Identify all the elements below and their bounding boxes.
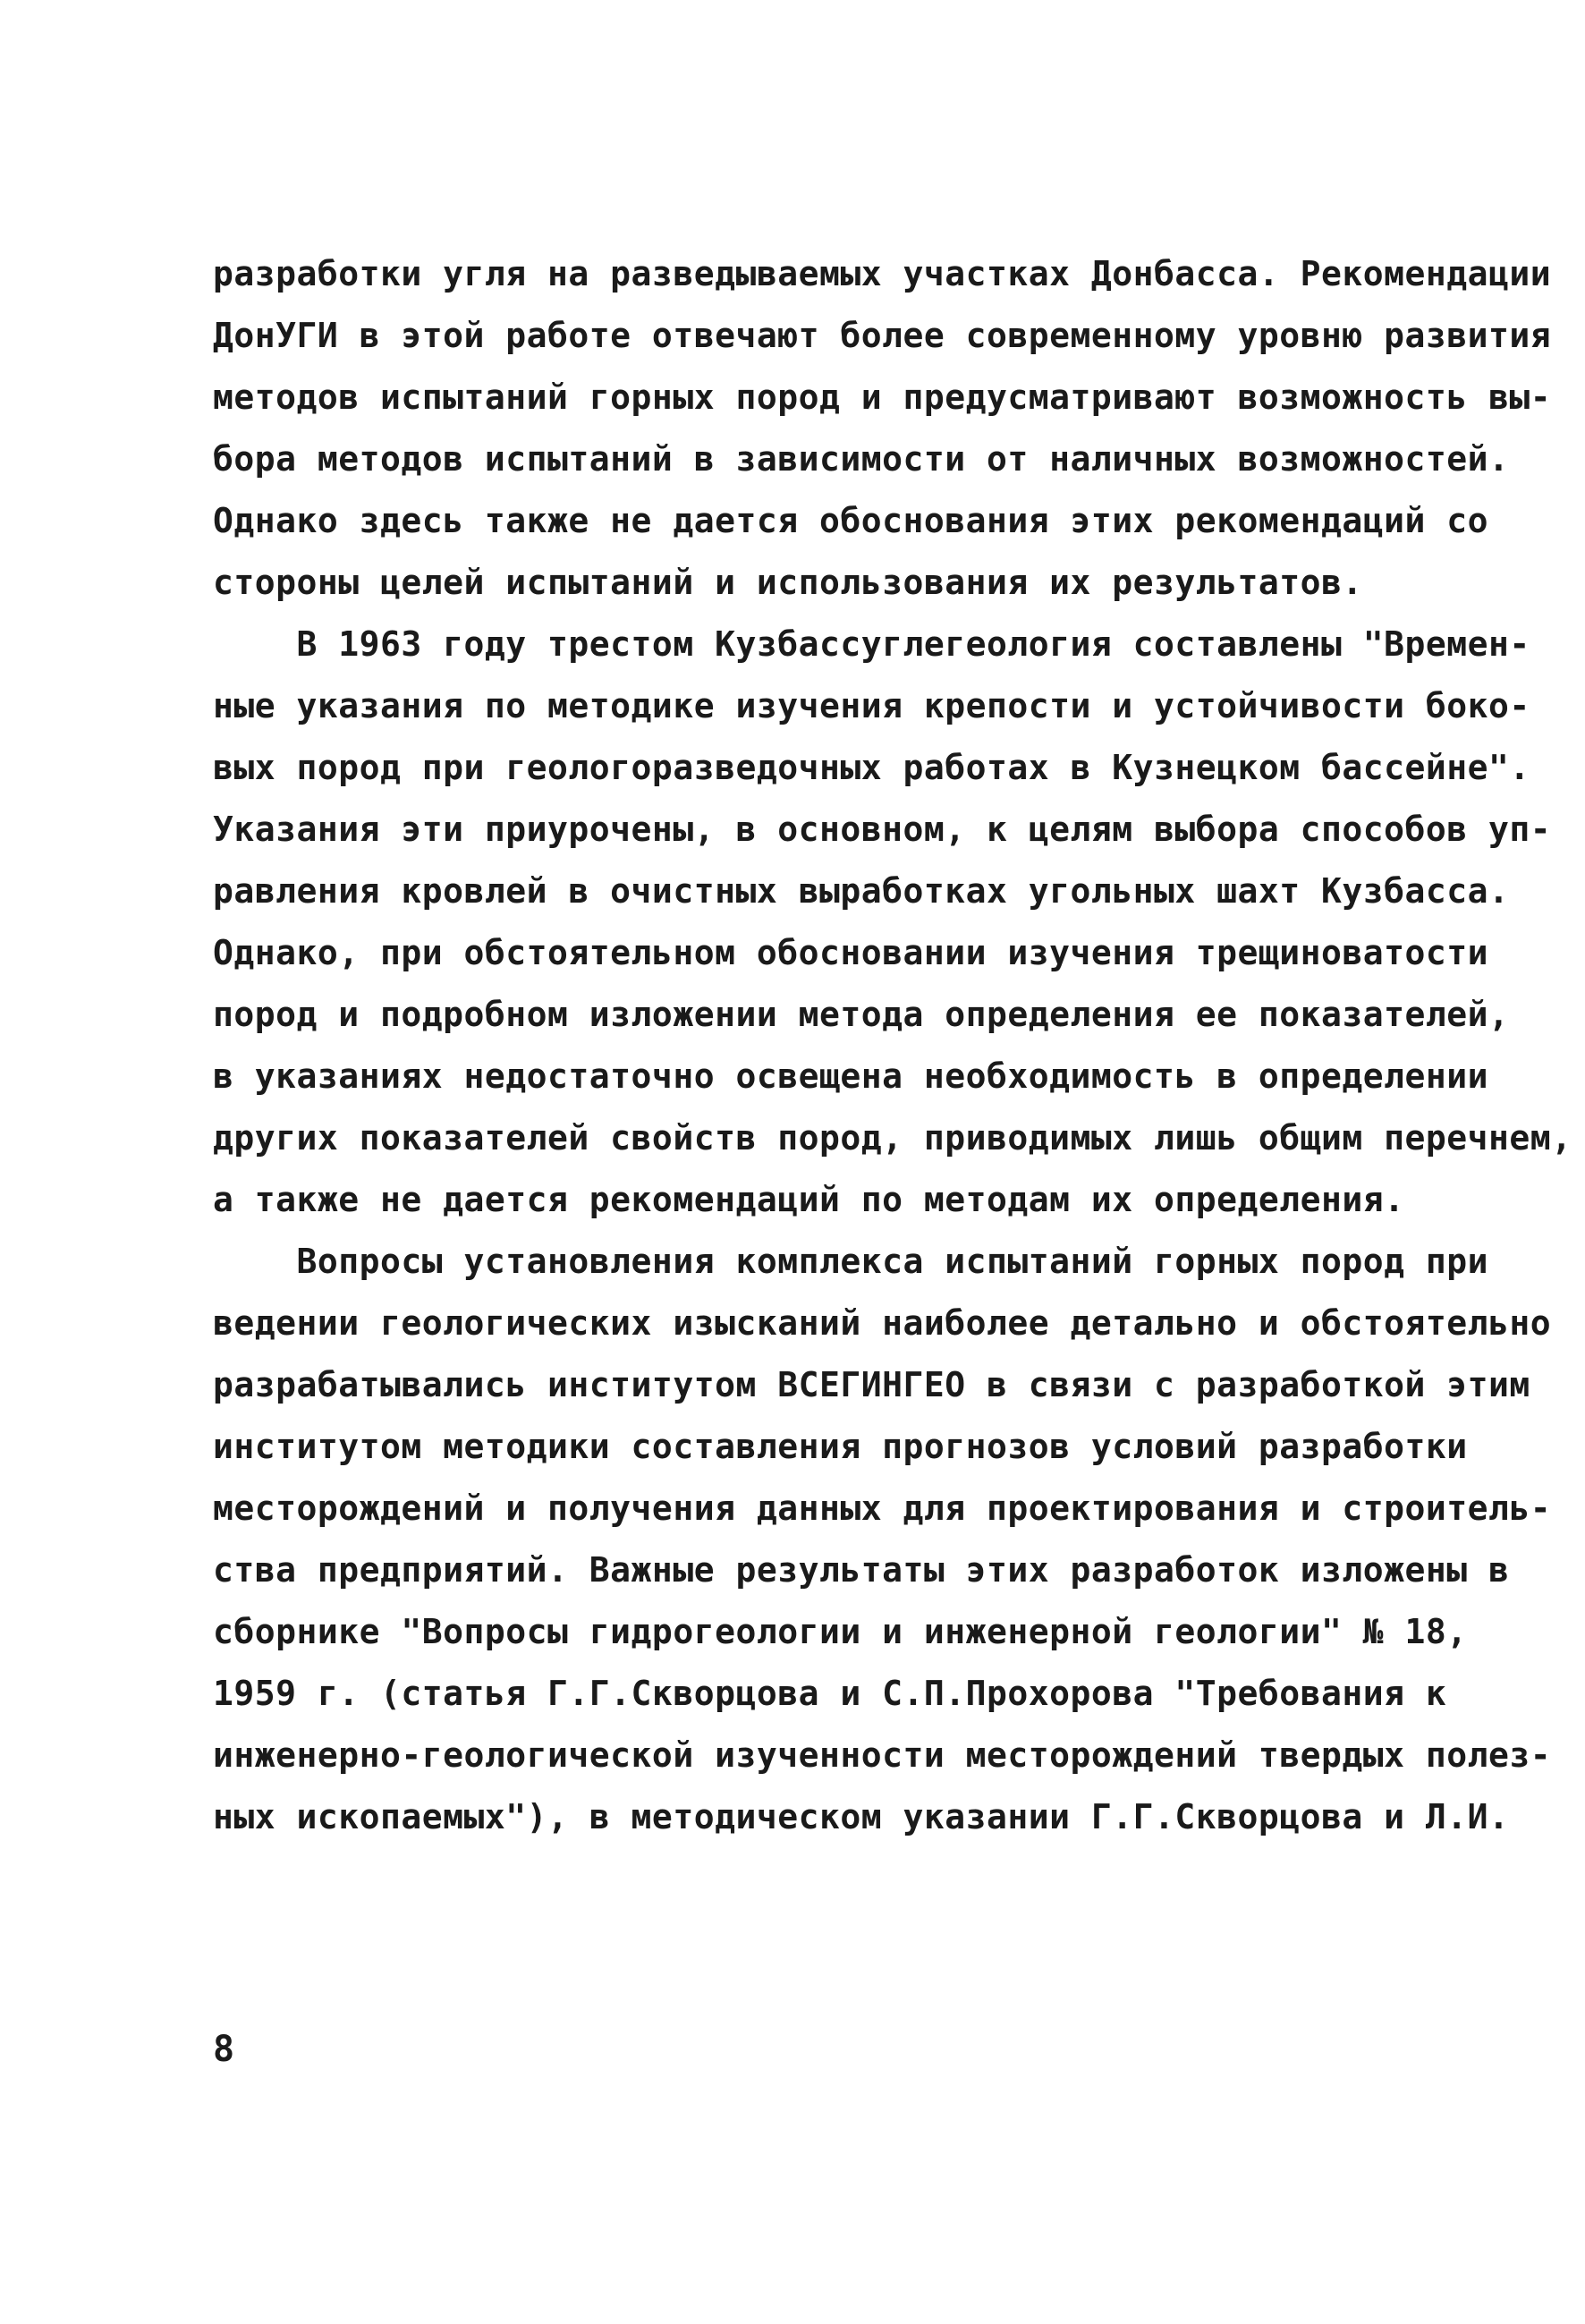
- text-line: пород и подробном изложении метода определения ее показателей,: [213, 995, 1510, 1034]
- body-text: [213, 243, 1572, 1848]
- text-line: равления кровлей в очистных выработках угольных шахт Кузбасса.: [213, 871, 1510, 911]
- text-line: методов испытаний горных пород и предусматривают возможность вы-: [213, 377, 1552, 417]
- text-line: вых пород при геологоразведочных работах в Кузнецком бассейне".: [213, 748, 1530, 787]
- text-line: ДонУГИ в этой работе отвечают более современному уровню развития: [213, 316, 1552, 355]
- text-line: ведении геологических изысканий наиболее детально и обстоятельно: [213, 1303, 1552, 1343]
- text-line: Однако здесь также не дается обоснования этих рекомендаций со: [213, 501, 1489, 540]
- text-line: ные указания по методике изучения крепости и устойчивости боко-: [213, 686, 1530, 725]
- text-line: разрабатывались институтом ВСЕГИНГЕО в связи с разработкой этим: [213, 1365, 1530, 1404]
- text-line: институтом методики составления прогнозов условий разработки: [213, 1427, 1468, 1466]
- text-line: бора методов испытаний в зависимости от наличных возможностей.: [213, 439, 1510, 479]
- text-line: разработки угля на разведываемых участках Донбасса. Рекомендации: [213, 254, 1552, 293]
- text-line: а также не дается рекомендаций по методам их определения.: [213, 1180, 1405, 1219]
- text-line: стороны целей испытаний и использования их результатов.: [213, 563, 1363, 602]
- text-line: ных ископаемых"), в методическом указании Г.Г.Скворцова и Л.И.: [213, 1797, 1510, 1836]
- text-line: 1959 г. (статья Г.Г.Скворцова и С.П.Прохорова "Требования к: [213, 1674, 1447, 1713]
- text-line: Вопросы установления комплекса испытаний горных пород при: [213, 1242, 1489, 1281]
- page-number: 8: [213, 2029, 235, 2070]
- text-line: В 1963 году трестом Кузбассуглегеология составлены "Времен-: [213, 624, 1530, 664]
- text-line: Однако, при обстоятельном обосновании изучения трещиноватости: [213, 933, 1489, 972]
- text-line: в указаниях недостаточно освещена необходимость в определении: [213, 1056, 1489, 1096]
- text-line: инженерно-геологической изученности месторождений твердых полез-: [213, 1735, 1552, 1775]
- text-line: других показателей свойств пород, приводимых лишь общим перечнем,: [213, 1118, 1572, 1158]
- text-line: Указания эти приурочены, в основном, к целям выбора способов уп-: [213, 810, 1552, 849]
- text-line: месторождений и получения данных для проектирования и строитель-: [213, 1489, 1552, 1528]
- text-line: ства предприятий. Важные результаты этих разработок изложены в: [213, 1550, 1510, 1590]
- text-line: сборнике "Вопросы гидрогеологии и инженерной геологии" № 18,: [213, 1612, 1468, 1651]
